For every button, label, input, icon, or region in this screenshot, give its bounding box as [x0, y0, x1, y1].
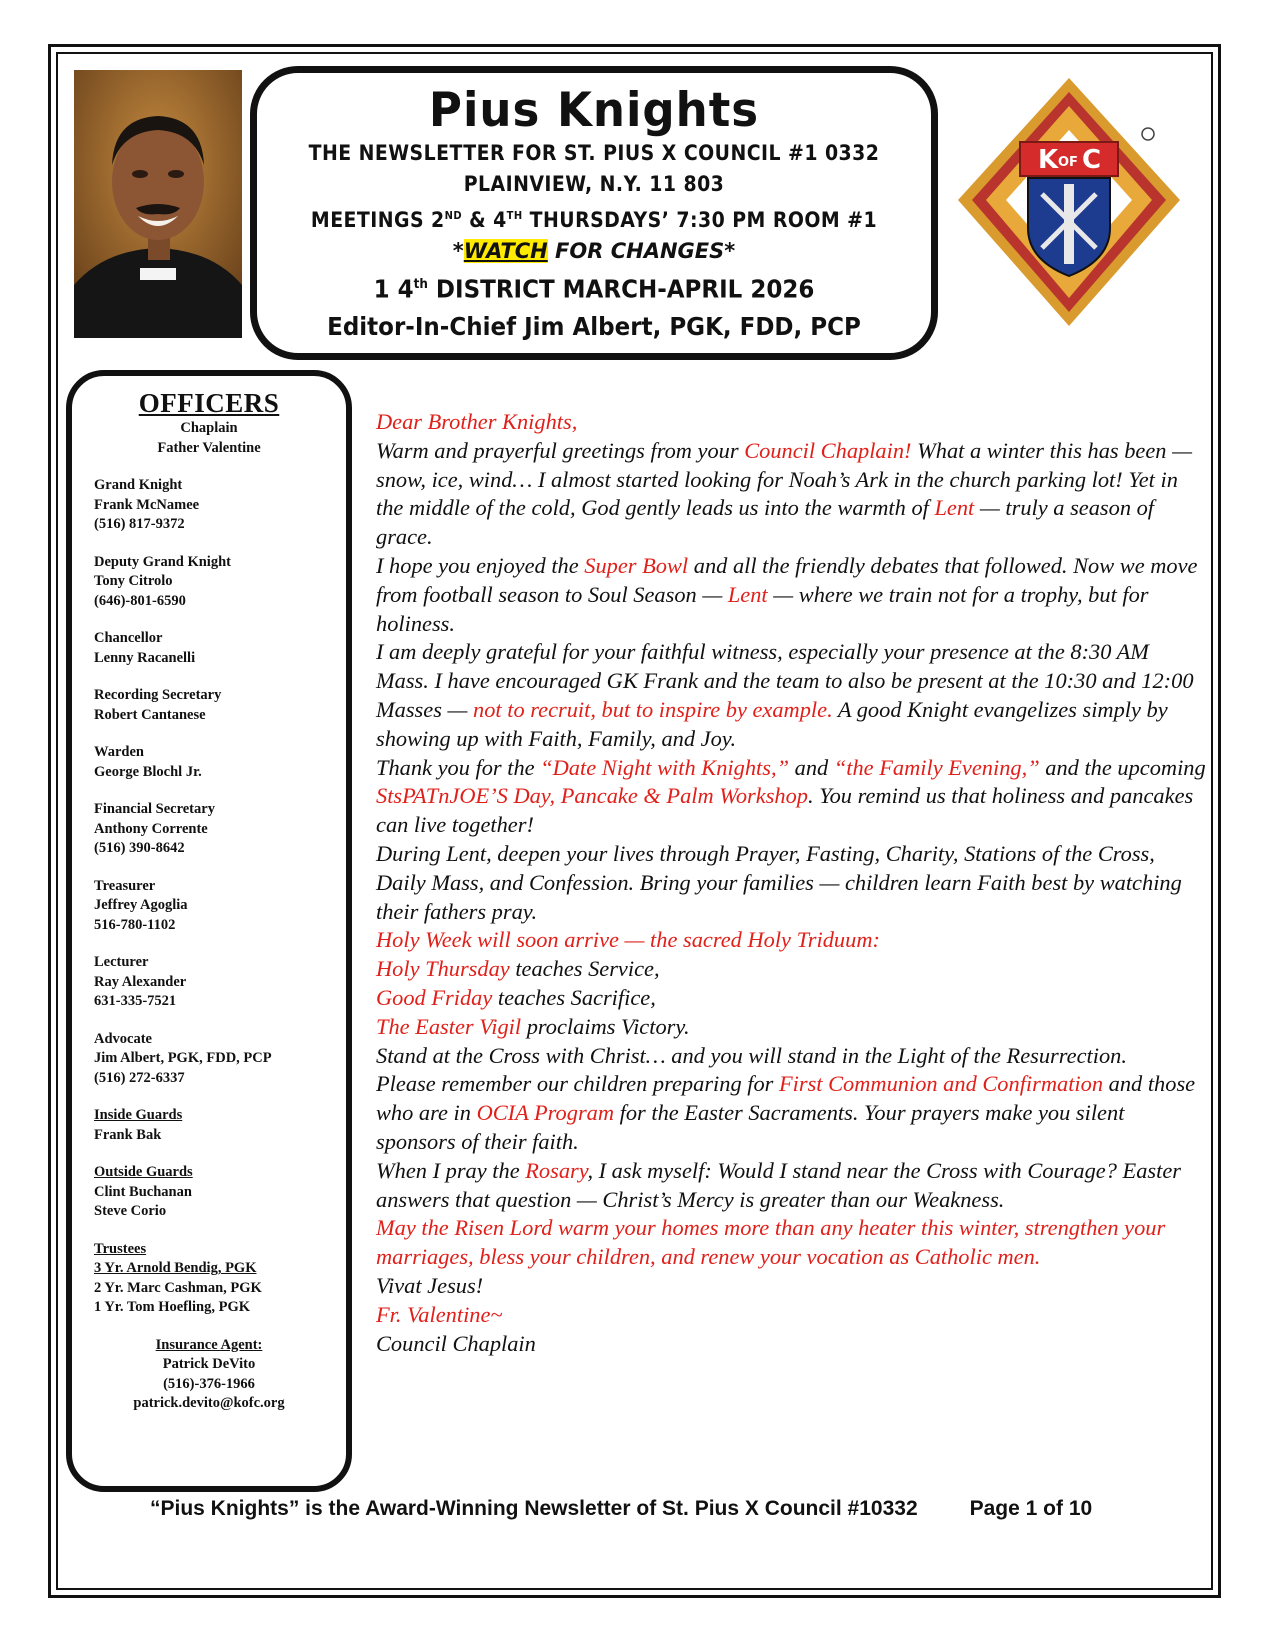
letter-paragraph — [376, 1070, 1206, 1156]
letter-paragraph — [376, 1157, 1206, 1215]
officer-list — [72, 476, 346, 1088]
logo-letters-of: OF — [1058, 155, 1078, 170]
letter-paragraph — [376, 1214, 1206, 1272]
letter-paragraph — [376, 926, 1206, 955]
officer-name: Tony Citrolo — [94, 573, 173, 589]
officer-role: Deputy Grand Knight — [94, 553, 231, 570]
officer-group — [94, 629, 346, 668]
letter-text: Vivat Jesus! — [376, 1272, 484, 1298]
letter-paragraph — [376, 1013, 1206, 1042]
letter-highlight: StsPATnJOE’S Day, Pancake & Palm Workshop — [376, 783, 809, 809]
letter-paragraph — [376, 1301, 1206, 1330]
letter-paragraph — [376, 437, 1206, 552]
inside-guard-name: Frank Bak — [94, 1126, 162, 1143]
letter-highlight: Rosary — [525, 1157, 588, 1183]
officer-phone: (516) 272-6337 — [94, 1069, 185, 1086]
letter-text: . You remind us that holiness and pancakes can live together! — [376, 783, 1194, 838]
masthead — [250, 66, 938, 360]
outside-guard-name: Steve Corio — [94, 1203, 167, 1219]
letter-text: A good Knight evangelizes simply by showing up with Faith, Family, and Joy. — [376, 696, 1168, 751]
inside-guards-label: Inside Guards — [94, 1107, 183, 1123]
chaplain-letter — [376, 408, 1206, 1358]
letter-paragraph — [376, 552, 1206, 638]
letter-paragraph — [376, 1272, 1206, 1301]
letter-highlight: Good Friday — [376, 984, 493, 1010]
officer-name: Ray Alexander — [94, 973, 187, 990]
letter-highlight: Holy Week will soon arrive — the sacred Holy Triduum: — [376, 927, 880, 953]
masthead-location: PLAINVIEW, N.Y. 11 803 — [463, 172, 725, 196]
officer-name: Jim Albert, PGK, FDD, PCP — [94, 1050, 272, 1066]
letter-paragraph — [376, 1330, 1206, 1359]
officers-sidebar — [66, 370, 352, 1492]
officer-group — [94, 800, 346, 859]
officer-group — [94, 686, 346, 725]
watch-for-changes: *WATCH FOR CHANGES* — [452, 239, 736, 263]
letter-highlight: Super Bowl — [584, 552, 689, 578]
letter-highlight: Fr. Valentine~ — [376, 1301, 503, 1327]
officer-phone: (516) 390-8642 — [94, 840, 185, 856]
trustee-name: 3 Yr. Arnold Bendig, PGK — [94, 1260, 257, 1276]
letter-text: and those who are in — [376, 1071, 1196, 1126]
officer-group — [94, 877, 346, 936]
officer-group — [94, 1030, 346, 1089]
officer-name: George Blochl Jr. — [94, 763, 202, 780]
letter-text: I hope you enjoyed the — [376, 552, 585, 578]
logo-letter-c: C — [1082, 145, 1102, 175]
letter-highlight: Lent — [934, 495, 975, 521]
letter-text: teaches Sacrifice, — [492, 984, 656, 1010]
chaplain-name: Father Valentine — [157, 439, 261, 456]
letter-highlight: Council Chaplain! — [744, 437, 912, 463]
letter-paragraph — [376, 638, 1206, 753]
chaplain-portrait-image — [74, 70, 242, 338]
letter-text: , I ask myself: Would I stand near the Cross with Courage? Easter answers that question — Christ’s Mercy is greater than our Weakness. — [376, 1157, 1181, 1212]
letter-highlight: May the Risen Lord warm your homes more than any heater this winter, strengthen your marriages, bless your children, and renew your vocation as Catholic men. — [376, 1215, 1166, 1270]
insurance-agent-label: Insurance Agent: — [155, 1336, 263, 1353]
letter-paragraph — [376, 754, 1206, 840]
letter-text: proclaims Victory. — [521, 1013, 690, 1039]
officer-group — [94, 553, 346, 612]
footer-tagline: “Pius Knights” is the Award-Winning Newsletter of St. Pius X Council #10332 — [150, 1497, 918, 1520]
masthead-council-line: THE NEWSLETTER FOR ST. PIUS X COUNCIL #1 0332 — [308, 141, 880, 165]
letter-text: and — [789, 754, 834, 780]
officer-name: Lenny Racanelli — [94, 649, 196, 666]
outside-guard-name: Clint Buchanan — [94, 1183, 192, 1200]
letter-text: and all the friendly debates that followed. Now we move from football season to Soul Season — — [376, 552, 1198, 607]
officer-role: Treasurer — [94, 877, 156, 894]
insurance-agent-email[interactable]: patrick.devito@kofc.org — [133, 1395, 285, 1411]
letter-text: I am deeply grateful for your faithful witness, especially your presence at the 8:30 AM Mass. I have encouraged GK Frank and the team to also be present at the 10:30 and 12:00 Masses — — [376, 639, 1194, 722]
letter-text: During Lent, deepen your lives through Prayer, Fasting, Charity, Stations of the Cross, Daily Mass, and Confession. Bring your families — children learn Faith best by watching their fathers pray. — [376, 840, 1182, 924]
officer-role: Advocate — [94, 1030, 152, 1047]
masthead-meetings: MEETINGS 2ND & 4TH THURSDAYS’ 7:30 PM ROOM #1 — [310, 208, 878, 232]
letter-text: What a winter this has been — snow, ice, wind… I almost started looking for Noah’s Ark in the church parking lot! Yet in the middle of the cold, God gently leads us into the warmth of — [376, 437, 1192, 521]
letter-text: Thank you for the — [376, 754, 541, 780]
officer-role: Lecturer — [94, 954, 149, 970]
letter-text: Warm and prayerful greetings from your — [376, 437, 745, 463]
officer-phone: (646)-801-6590 — [94, 592, 186, 609]
letter-text: — where we train not for a trophy, but for holiness. — [376, 581, 1149, 636]
letter-salutation: Dear Brother Knights, — [376, 409, 578, 434]
letter-highlight: First Communion and Confirmation — [778, 1071, 1104, 1097]
letter-highlight: OCIA Program — [476, 1100, 615, 1126]
trustee-name: 2 Yr. Marc Cashman, PGK — [94, 1279, 262, 1296]
officer-name: Frank McNamee — [94, 496, 200, 513]
letter-paragraph — [376, 955, 1206, 984]
trustee-name: 1 Yr. Tom Hoefling, PGK — [94, 1299, 251, 1315]
newsletter-title: Pius Knights — [428, 83, 760, 138]
letter-paragraph — [376, 840, 1206, 926]
officer-role: Recording Secretary — [94, 687, 222, 703]
letter-highlight: “the Family Evening,” — [833, 754, 1040, 780]
masthead-editor: Editor-In-Chief Jim Albert, PGK, FDD, PCP — [327, 312, 861, 342]
letter-paragraph — [376, 984, 1206, 1013]
chaplain-label: Chaplain — [180, 420, 238, 436]
insurance-agent-phone: (516)-376-1966 — [163, 1375, 255, 1392]
chaplain-photo — [74, 70, 242, 338]
officer-role: Financial Secretary — [94, 801, 215, 817]
officer-name: Anthony Corrente — [94, 820, 208, 837]
kofc-emblem-logo — [950, 72, 1188, 332]
letter-highlight: Lent — [727, 581, 768, 607]
officer-phone: 631-335-7521 — [94, 993, 177, 1009]
page-number: Page 1 of 10 — [969, 1497, 1093, 1520]
officer-group — [94, 476, 346, 535]
letter-paragraph — [376, 1042, 1206, 1071]
letter-text: — truly a season of grace. — [376, 495, 1155, 550]
insurance-agent-name: Patrick DeVito — [162, 1356, 256, 1372]
page-footer — [150, 1497, 1092, 1521]
officer-group — [94, 743, 346, 782]
logo-letter-k: K — [1038, 145, 1059, 175]
officer-role: Grand Knight — [94, 477, 183, 493]
officer-name: Jeffrey Agoglia — [94, 897, 188, 913]
letter-highlight: not to recruit, but to inspire by example. — [473, 696, 833, 722]
letter-text: for the Easter Sacraments. Your prayers make you silent sponsors of their faith. — [376, 1100, 1125, 1154]
officer-group — [94, 953, 346, 1012]
officer-phone: 516-780-1102 — [94, 916, 176, 933]
officer-name: Robert Cantanese — [94, 706, 206, 723]
outside-guards-label: Outside Guards — [94, 1164, 193, 1180]
officers-heading: OFFICERS — [138, 388, 280, 418]
masthead-district: 1 4th DISTRICT MARCH-APRIL 2026 — [373, 274, 815, 304]
officer-role: Chancellor — [94, 630, 163, 646]
letter-text: Council Chaplain — [376, 1330, 536, 1356]
trustees-label: Trustees — [94, 1240, 147, 1257]
letter-highlight: The Easter Vigil — [376, 1013, 522, 1039]
officer-role: Warden — [94, 744, 144, 760]
officer-phone: (516) 817-9372 — [94, 516, 185, 532]
letter-text: and the upcoming — [1039, 754, 1206, 780]
letter-text: When I pray the — [376, 1157, 526, 1183]
letter-highlight: Holy Thursday — [376, 956, 510, 982]
letter-text: Please remember our children preparing for — [376, 1071, 779, 1097]
letter-text: Stand at the Cross with Christ… and you will stand in the Light of the Resurrection. — [376, 1042, 1127, 1068]
letter-text: teaches Service, — [509, 956, 660, 982]
letter-highlight: “Date Night with Knights,” — [540, 754, 790, 780]
